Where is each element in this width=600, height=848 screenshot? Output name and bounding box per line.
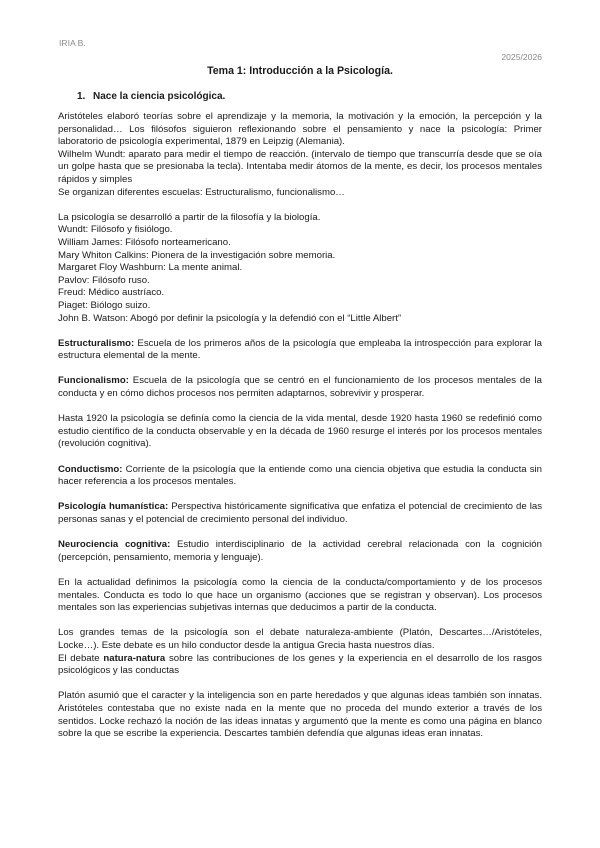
term-conductismo: Conductismo: <box>58 463 123 475</box>
debate-suffix: sobre las contribuciones de los genes y la experiencia en el desarrollo de los rasgos psicológicos y las conductas <box>58 652 542 677</box>
paragraph-estructuralismo <box>58 338 542 363</box>
section-title: Nace la ciencia psicológica. <box>93 91 226 102</box>
author-header: IRIA B. <box>59 38 86 48</box>
paragraph-conductismo <box>58 464 542 489</box>
paragraph-aristoteles: Aristóteles elaboró teorías sobre el aprendizaje y la memoria, la motivación y la emoción, la percepción y la personalidad… Los filósofos siguieron reflexionando sobre el pensamiento y nace la psicología: Primer laboratorio de psicología experimental, 1879 en Leipzig (Alemania). <box>58 111 542 148</box>
paragraph-themes: Los grandes temas de la psicología son el debate naturaleza-ambiente (Platón, Descartes…/Aristóteles, Locke…). Este debate es un hilo conductor desde la antigua Grecia hasta nuestros días. <box>58 627 542 651</box>
list-item: Margaret Floy Washburn: La mente animal. <box>58 262 243 274</box>
list-item: Pavlov: Filósofo ruso. <box>58 274 150 286</box>
page-title: Tema 1: Introducción a la Psicología. <box>207 65 393 77</box>
debate-prefix: El debate <box>58 652 104 664</box>
document-body <box>58 111 542 741</box>
list-item: Freud: Médico austríaco. <box>58 287 165 299</box>
list-item: William James: Filósofo norteamericano. <box>58 236 231 248</box>
definition-conductismo: Corriente de la psicología que la entiende como una ciencia objetiva que estudia la conducta sin hacer referencia a los procesos mentales. <box>58 463 542 488</box>
term-estructuralismo: Estructuralismo: <box>58 337 135 349</box>
term-funcionalismo: Funcionalismo: <box>58 375 129 387</box>
section-heading <box>77 91 225 104</box>
list-item: Piaget: Biólogo suizo. <box>58 299 151 311</box>
definition-humanistica: Perspectiva históricamente significativa que enfatiza el potencial de crecimiento de las personas sanas y el potencial de crecimiento personal del individuo. <box>58 501 543 525</box>
paragraph-origins: La psicología se desarrolló a partir de la filosofía y la biología. <box>58 211 321 223</box>
paragraph-debate <box>58 653 542 678</box>
paragraph-definition: En la actualidad definimos la psicología como la ciencia de la conducta/comportamiento y de los procesos mentales. Conducta es todo lo que hace un organismo (acciones que se registran y observan). Los procesos mentales son las experiencias subjetivas internas que deducimos a partir de la conducta. <box>58 576 542 614</box>
term-neurociencia: Neurociencia cognitiva: <box>58 539 171 551</box>
paragraph-escuelas: Se organizan diferentes escuelas: Estructuralismo, funcionalismo… <box>58 186 345 198</box>
list-item: John B. Watson: Abogó por definir la psicología y la defendió con el “Little Albert” <box>58 312 402 324</box>
paragraph-history: Hasta 1920 la psicología se definía como la ciencia de la vida mental, desde 1920 hasta 1960 se redefinió como estudio científico de la conducta observable y en la década de 1960 resurge el interés por los procesos mentales (revolución cognitiva). <box>58 413 542 450</box>
paragraph-humanistica <box>58 501 542 526</box>
definition-estructuralismo: Escuela de los primeros años de la psicología que empleaba la introspección para explorar la estructura elemental de la mente. <box>58 337 542 362</box>
term-natura: natura-natura <box>103 652 166 664</box>
paragraph-neurociencia <box>58 539 542 564</box>
paragraph-plato: Platón asumió que el caracter y la inteligencia son en parte heredados y que algunas ideas también son innatas. Aristóteles contestaba que no existe nada en la mente que no proceda del mundo exterior a través de los sentidos. Locke rechazó la noción de las ideas innatas y argumentó que la mente es como una página en blanco sobre la que se escribe la experiencia. Descartes también defendía que algunas ideas eran innatas. <box>58 690 542 740</box>
year-header: 2025/2026 <box>501 52 542 62</box>
paragraph-funcionalismo <box>58 375 542 400</box>
list-item: Mary Whiton Calkins: Pionera de la investigación sobre memoria. <box>58 249 336 261</box>
definition-funcionalismo: Escuela de la psicología que se centró en el funcionamiento de los procesos mentales de la conducta y en cómo dichos procesos nos permiten adaptarnos, sobrevivir y prosperar. <box>58 375 542 400</box>
section-number: 1. <box>77 91 86 102</box>
paragraph-wundt: Wilhelm Wundt: aparato para medir el tiempo de reacción. (intervalo de tiempo que transcurría desde que se oía un golpe hasta que se presionaba la tecla). Intentaba medir átomos de la mente, es decir, los procesos mentales rápidos y simples <box>58 148 542 185</box>
list-item: Wundt: Filósofo y fisiólogo. <box>58 224 173 236</box>
term-humanistica: Psicología humanística: <box>58 501 169 513</box>
definition-neurociencia: Estudio interdisciplinario de la actividad cerebral relacionada con la cognición (percepción, pensamiento, memoria y lenguaje). <box>58 539 542 563</box>
